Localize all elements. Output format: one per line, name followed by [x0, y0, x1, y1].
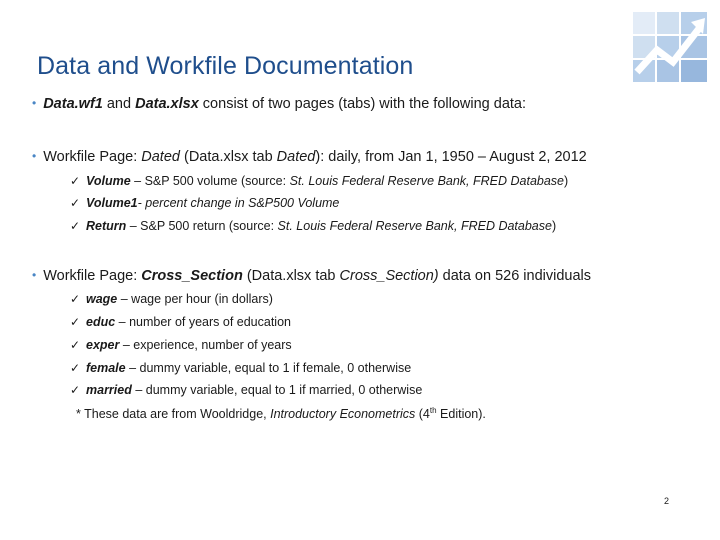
- list-item: ✓ married – dummy variable, equal to 1 if married, 0 otherwise: [70, 383, 423, 397]
- variable-name: Volume1: [86, 196, 138, 210]
- variable-name: exper: [86, 338, 120, 352]
- list-item: ✓ exper – experience, number of years: [70, 338, 292, 352]
- list-item: ✓ Volume1- percent change in S&P500 Volume: [70, 196, 340, 210]
- slide-title: Data and Workfile Documentation: [37, 52, 414, 80]
- page-number: 2: [664, 496, 670, 506]
- variable-name: Volume: [86, 174, 131, 188]
- book-title: Introductory Econometrics: [270, 407, 416, 422]
- list-item: ✓ Return – S&P 500 return (source: St. Louis Federal Reserve Bank, FRED Database): [70, 219, 557, 233]
- bullet-marker: •: [32, 268, 37, 282]
- page-name-dated: Dated: [141, 149, 180, 165]
- list-item: ✓ female – dummy variable, equal to 1 if female, 0 otherwise: [70, 361, 412, 375]
- bullet-cross-section-page: • Workfile Page: Cross_Section (Data.xlsx tab Cross_Section) data on 526 individuals: [32, 268, 592, 284]
- check-icon: ✓: [70, 361, 81, 375]
- check-icon: ✓: [70, 292, 81, 306]
- bullet-marker: •: [32, 96, 37, 110]
- variable-name: Return: [86, 219, 127, 233]
- variable-name: educ: [86, 315, 116, 329]
- variable-name: female: [86, 361, 126, 375]
- check-icon: ✓: [70, 174, 81, 188]
- check-icon: ✓: [70, 315, 81, 329]
- trend-chart-logo-icon: [633, 12, 707, 82]
- list-item: ✓ Volume – S&P 500 volume (source: St. Louis Federal Reserve Bank, FRED Database): [70, 174, 569, 188]
- file-name-xlsx: Data.xlsx: [135, 96, 199, 112]
- check-icon: ✓: [70, 219, 81, 233]
- variable-name: married: [86, 383, 132, 397]
- bullet-dated-page: • Workfile Page: Dated (Data.xlsx tab Dated): daily, from Jan 1, 1950 – August 2, 2012: [32, 149, 587, 165]
- bullet-files: • Data.wf1 and Data.xlsx consist of two pages (tabs) with the following data:: [32, 96, 527, 112]
- check-icon: ✓: [70, 196, 81, 210]
- variable-name: wage: [86, 292, 118, 306]
- file-name-wf1: Data.wf1: [43, 96, 103, 112]
- list-item: ✓ educ – number of years of education: [70, 315, 291, 329]
- footnote: * These data are from Wooldridge, Introductory Econometrics (4th Edition).: [76, 406, 486, 422]
- page-name-cross-section: Cross_Section: [141, 268, 243, 284]
- bullet-marker: •: [32, 149, 37, 163]
- list-item: ✓ wage – wage per hour (in dollars): [70, 292, 273, 306]
- check-icon: ✓: [70, 383, 81, 397]
- check-icon: ✓: [70, 338, 81, 352]
